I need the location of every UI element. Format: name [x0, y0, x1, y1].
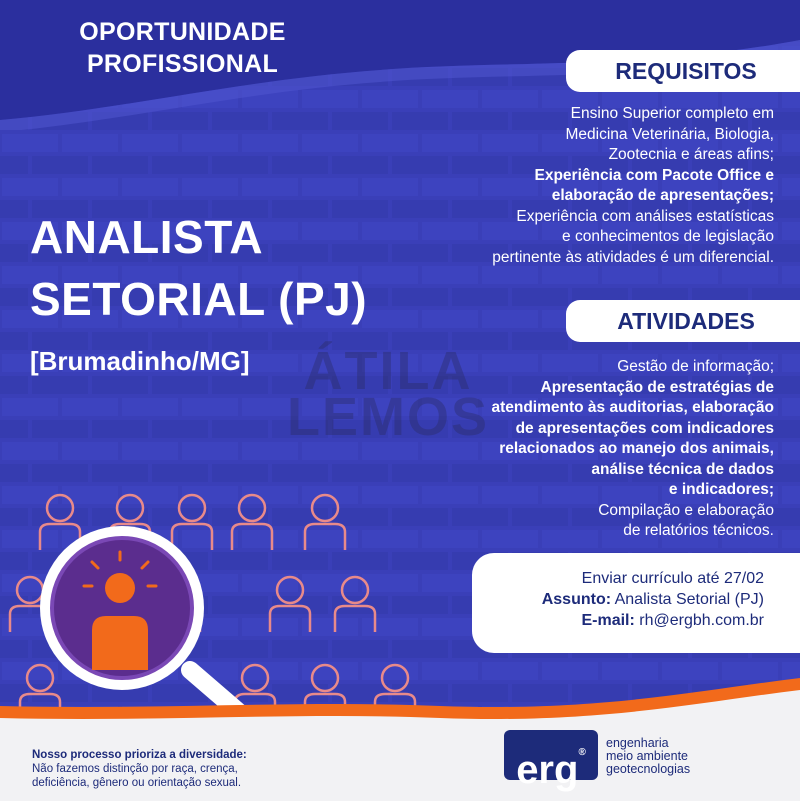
diversity-line-1: Não fazemos distinção por raça, crença,: [32, 763, 238, 775]
logo-registered: ®: [578, 747, 586, 758]
job-title: [30, 206, 367, 330]
requisitos-line: elaboração de apresentações;: [551, 187, 774, 204]
diversity-line-2: deficiência, gênero ou orientação sexual.: [32, 777, 242, 789]
email-label: E-mail:: [581, 612, 635, 629]
requisitos-line: Ensino Superior completo em: [570, 105, 774, 122]
contact-info: [542, 568, 764, 631]
requisitos-line: Zootecnia e áreas afins;: [608, 146, 774, 163]
atividades-line: de relatórios técnicos.: [623, 522, 774, 539]
requisitos-line: e conhecimentos de legislação: [562, 228, 774, 245]
diversity-statement: [32, 748, 247, 790]
requisitos-list: [414, 104, 774, 268]
requisitos-line: pertinente às atividades é um diferencial.: [492, 248, 774, 266]
logo-tagline: [606, 737, 690, 776]
logo-tagline-3: geotecnologias: [606, 762, 691, 776]
requisitos-line: Experiência com Pacote Office e: [534, 166, 774, 184]
erg-logo: [504, 730, 598, 792]
subject-label: Assunto:: [541, 591, 612, 608]
diversity-title: Nosso processo prioriza a diversidade:: [32, 749, 247, 761]
atividades-heading: ATIVIDADES: [566, 300, 800, 342]
email-value[interactable]: rh@ergbh.com.br: [639, 612, 764, 629]
subject-value: Analista Setorial (PJ): [614, 591, 764, 608]
atividades-line: análise técnica de dados: [591, 460, 774, 478]
atividades-line: de apresentações com indicadores: [515, 419, 774, 437]
watermark-line-1: ÁTILA: [303, 341, 473, 401]
watermark-line-2: LEMOS: [286, 387, 489, 447]
contact-deadline: Enviar currículo até 27/02: [581, 570, 764, 587]
logo-tagline-2: meio ambiente: [606, 749, 688, 763]
job-title-line-2: SETORIAL (PJ): [30, 273, 368, 325]
logo-tagline-1: engenharia: [606, 736, 669, 750]
header-title: [40, 16, 325, 80]
header-line-2: PROFISSIONAL: [86, 50, 279, 78]
requisitos-line: Medicina Veterinária, Biologia,: [565, 125, 774, 143]
atividades-line: e indicadores;: [668, 481, 774, 498]
job-location: [Brumadinho/MG]: [30, 346, 250, 376]
atividades-line: relacionados ao manejo dos animais,: [499, 440, 774, 457]
logo-mark: erg: [516, 748, 579, 792]
atividades-list: [444, 357, 774, 542]
header-line-1: OPORTUNIDADE: [79, 18, 286, 46]
atividades-line: Apresentação de estratégias de: [540, 378, 774, 396]
contact-email: [542, 610, 764, 631]
job-title-line-1: ANALISTA: [30, 211, 264, 263]
requisitos-line: Experiência com análises estatísticas: [516, 207, 774, 225]
contact-subject: [542, 589, 764, 610]
atividades-line: atendimento às auditorias, elaboração: [491, 399, 774, 416]
atividades-line: Compilação e elaboração: [598, 501, 774, 519]
requisitos-heading: REQUISITOS: [566, 50, 800, 92]
atividades-line: Gestão de informação;: [617, 358, 774, 375]
